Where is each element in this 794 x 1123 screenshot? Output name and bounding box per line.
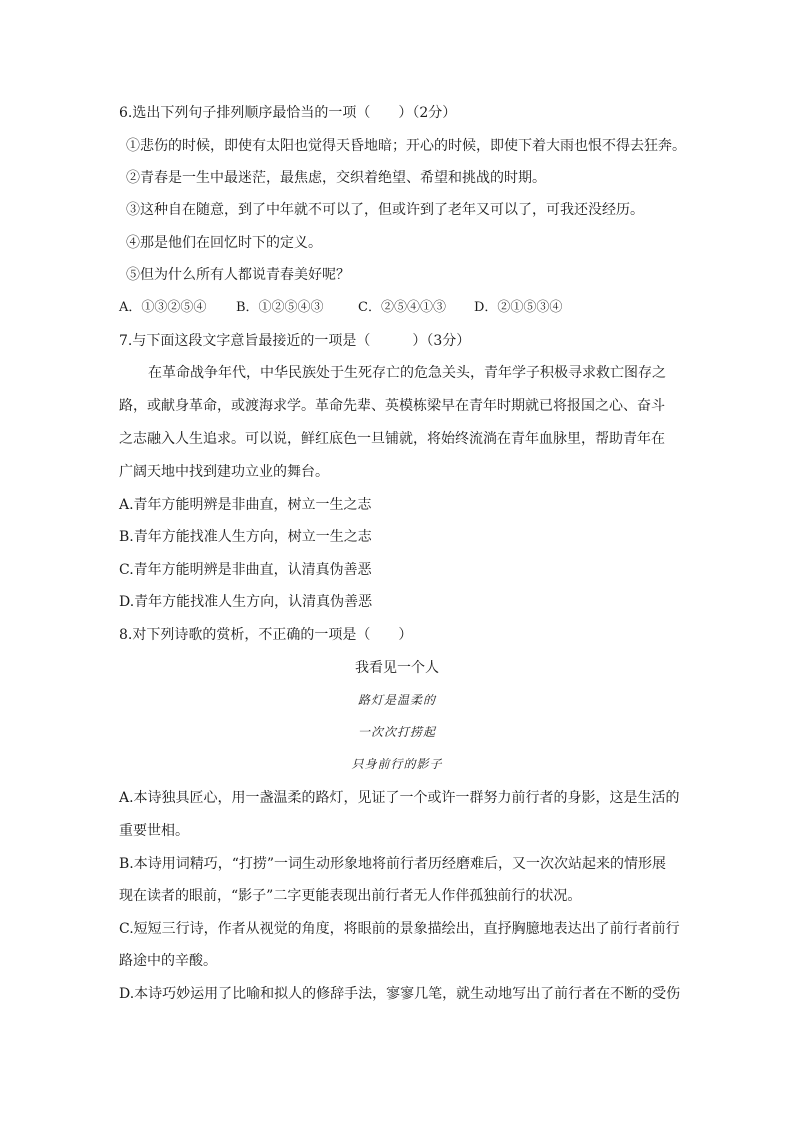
poem-line-2: 一次次打捞起 bbox=[357, 725, 436, 739]
q7-option-a: A.青年方能明辨是非曲直，树立一生之志 bbox=[119, 497, 372, 513]
q8-option-b-line-1: B.本诗用词精巧，“打捞”一词生动形象地将前行者历经磨难后，又一次次站起来的情形展 bbox=[119, 856, 667, 872]
q7-option-b: B.青年方能找准人生方向，树立一生之志 bbox=[119, 529, 372, 545]
q6-sentence-4: ④那是他们在回忆时下的定义。 bbox=[126, 235, 322, 251]
q6-option-c: C．②⑤④①③ bbox=[358, 300, 446, 315]
q8-option-c-line-2: 路途中的辛酸。 bbox=[119, 953, 217, 969]
q6-options bbox=[119, 299, 562, 317]
q7-option-c: C.青年方能明辨是非曲直，认清真伪善恶 bbox=[119, 562, 372, 578]
q8-option-c-line-1: C.短短三行诗，作者从视觉的角度，将眼前的景象描绘出，直抒胸臆地表达出了前行者前行 bbox=[119, 921, 680, 937]
q6-option-a: A．①③②⑤④ bbox=[119, 300, 207, 315]
q8-option-b-line-2: 现在读者的眼前，“影子”二字更能表现出前行者无人作伴孤独前行的状况。 bbox=[119, 888, 582, 904]
q6-option-b: B．①②⑤④③ bbox=[236, 300, 324, 315]
q6-sentence-5: ⑤但为什么所有人都说青春美好呢？ bbox=[126, 267, 350, 283]
q6-stem: 6.选出下列句子排列顺序最恰当的一项（ ）（2分） bbox=[119, 105, 457, 121]
q7-option-d: D.青年方能找准人生方向，认清真伪善恶 bbox=[119, 594, 373, 610]
q8-option-a-line-2: 重要世相。 bbox=[119, 823, 189, 839]
q7-passage-line-2: 路，或献身革命，或渡海求学。革命先辈、英模栋梁早在青年时期就已将报国之心、奋斗 bbox=[119, 398, 665, 414]
q8-option-a-line-1: A.本诗独具匠心，用一盏温柔的路灯，见证了一个或许一群努力前行者的身影，这是生活的 bbox=[119, 790, 680, 806]
poem-line-3: 只身前行的影子 bbox=[351, 757, 443, 771]
q7-passage-line-4: 广阔天地中找到建功立业的舞台。 bbox=[119, 464, 329, 480]
q6-sentence-3: ③这种自在随意，到了中年就不可以了，但或许到了老年又可以了，可我还没经历。 bbox=[126, 202, 644, 218]
q7-passage-line-3: 之志融入人生追求。可以说，鲜红底色一旦铺就，将始终流淌在青年血脉里，帮助青年在 bbox=[119, 431, 665, 447]
q6-sentence-1: ①悲伤的时候，即使有太阳也觉得天昏地暗；开心的时候，即使下着大雨也恨不得去狂奔。 bbox=[126, 138, 686, 154]
poem-title: 我看见一个人 bbox=[355, 660, 439, 676]
q7-stem: 7.与下面这段文字意旨最接近的一项是（ ）（3分） bbox=[119, 333, 471, 349]
q8-stem: 8.对下列诗歌的赏析，不正确的一项是（ ） bbox=[119, 627, 413, 643]
q8-option-d-line-1: D.本诗巧妙运用了比喻和拟人的修辞手法，寥寥几笔，就生动地写出了前行者在不断的受伤 bbox=[119, 986, 681, 1002]
poem-line-1: 路灯是温柔的 bbox=[357, 693, 436, 707]
q7-passage-line-1: 在革命战争年代，中华民族处于生死存亡的危急关头，青年学子积极寻求救亡图存之 bbox=[148, 365, 666, 381]
q6-sentence-2: ②青春是一生中最迷茫，最焦虑，交织着绝望、希望和挑战的时期。 bbox=[126, 170, 546, 186]
q6-option-d: D．②①⑤③④ bbox=[474, 300, 563, 315]
